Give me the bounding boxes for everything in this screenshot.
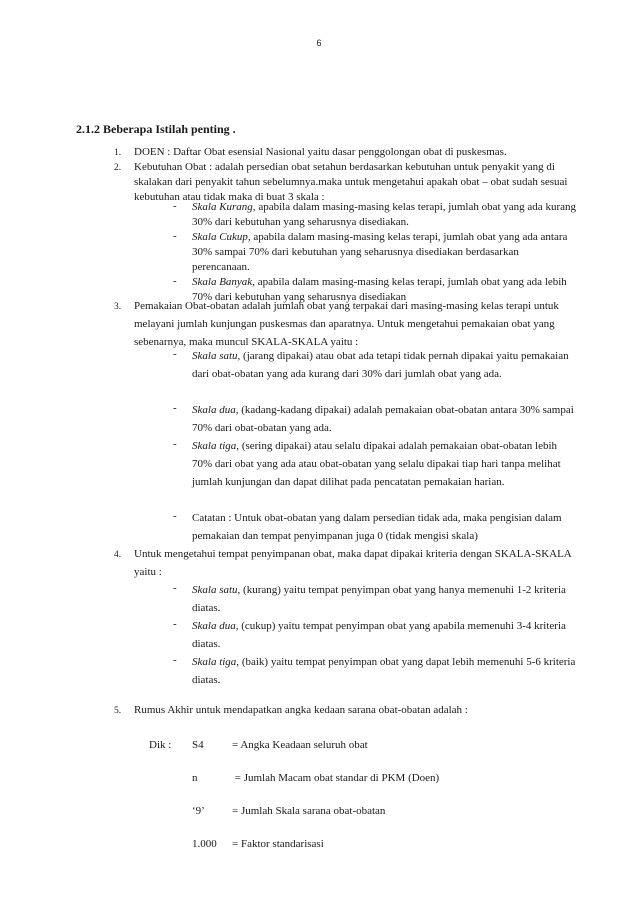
sub-item [192, 581, 576, 617]
sub-term: Skala tiga, [192, 440, 240, 452]
sub-text: apabila dalam masing-masing kelas terapi, jumlah obat yang ada kurang 30% dari kebutuhan yang seharusnya disediakan. [192, 201, 576, 228]
sub-item [192, 437, 576, 491]
item-number: 3. [114, 302, 122, 312]
item-text: Pemakaian Obat-obatan adalah jumlah obat yang terpakai dari masing-masing kelas terapi untuk melayani jumlah kunjungan puskesmas dan aparatnya. Untuk mengetahui pemakaian obat yang sebenarnya, maka muncul SKALA-SKALA yaitu : [134, 300, 559, 348]
sub-item [192, 509, 576, 545]
sub-text: (baik) yaitu tempat penyimpan obat yang dapat lebih memenuhi 5-6 kriteria diatas. [192, 656, 576, 686]
sub-text: (kadang-kadang dipakai) adalah pemakaian obat-obatan antara 30% sampai 70% dari obat-obatan yang ada. [192, 404, 574, 434]
section-heading: 2.1.2 Beberapa Istilah penting . [76, 122, 236, 136]
dik-definition: = Faktor standarisasi [232, 838, 324, 850]
item-text: Rumus Akhir untuk mendapatkan angka kedaan sarana obat-obatan adalah : [134, 704, 468, 716]
dik-symbol: ‘9’ [192, 805, 205, 817]
dik-symbol: n [192, 772, 198, 784]
item-text: Kebutuhan Obat : adalah persedian obat setahun berdasarkan kebutuhan untuk penyakit yang di skalakan dari penyakit tahun sebelumnya.maka untuk mengetahui apakah obat – obat sudah sesuai kebutuhan atau tidak maka di buat 3 skala : [134, 161, 568, 203]
sub-item [192, 230, 576, 275]
sub-dash: - [173, 618, 177, 630]
sub-term: Skala satu, [192, 584, 241, 596]
dik-definition: = Angka Keadaan seluruh obat [232, 739, 368, 751]
sub-text: Catatan : Untuk obat-obatan yang dalam persedian tidak ada, maka pengisian dalam pemakaian dan tempat penyimpanan juga 0 (tidak mengisi skala) [192, 512, 562, 542]
sub-text: apabila dalam masing-masing kelas terapi, jumlah obat yang ada antara 30% sampai 70% dari kebutuhan yang seharusnya disediakan berdasarkan perencanaan. [192, 231, 568, 273]
dik-symbol: 1.000 [192, 838, 217, 850]
sub-text: (kurang) yaitu tempat penyimpan obat yang hanya memenuhi 1-2 kriteria diatas. [192, 584, 566, 614]
sub-term: Skala satu, [192, 350, 241, 362]
sub-dash: - [173, 230, 177, 242]
sub-term: Skala Cukup, [192, 231, 251, 243]
sub-item [192, 653, 576, 689]
sub-text: apabila dalam masing-masing kelas terapi, jumlah obat yang ada lebih 70% dari kebutuhan yang seharusnya disediakan [192, 276, 567, 303]
dik-definition: = Jumlah Macam obat standar di PKM (Doen) [232, 772, 440, 784]
sub-dash: - [173, 200, 177, 212]
item-text: DOEN : Daftar Obat esensial Nasional yaitu dasar penggolongan obat di puskesmas. [134, 146, 507, 158]
sub-dash: - [173, 510, 177, 522]
sub-term: Skala tiga, [192, 656, 240, 668]
item-number: 2. [114, 163, 122, 173]
sub-dash: - [173, 275, 177, 287]
sub-dash: - [173, 438, 177, 450]
sub-term: Skala Kurang, [192, 201, 256, 213]
sub-dash: - [173, 402, 177, 414]
dik-symbol: S4 [192, 739, 204, 751]
sub-item [192, 347, 576, 383]
item-number: 1. [114, 148, 122, 158]
sub-text: (jarang dipakai) atau obat ada tetapi tidak pernah dipakai yaitu pemakaian dari obat-obatan yang ada kurang dari 30% dari jumlah obat yang ada. [192, 350, 569, 380]
sub-item [192, 401, 576, 437]
sub-dash: - [173, 348, 177, 360]
item-number: 4. [114, 550, 122, 560]
page-number: 6 [316, 38, 322, 48]
sub-text: (sering dipakai) atau selalu dipakai adalah pemakaian obat-obatan lebih 70% dari obat yang ada atau obat-obatan yang selalu dipakai tiap hari tanpa melihat jumlah kunjungan dan dapat dilihat pada pencatatan pemakaian harian. [192, 440, 561, 488]
sub-text: (cukup) yaitu tempat penyimpan obat yang apabila memenuhi 3-4 kriteria diatas. [192, 620, 566, 650]
item-text: Untuk mengetahui tempat penyimpanan obat, maka dapat dipakai kriteria dengan SKALA-SKALA yaitu : [134, 548, 572, 578]
sub-term: Skala dua, [192, 620, 239, 632]
dik-definition: = Jumlah Skala sarana obat-obatan [232, 805, 386, 817]
dik-label: Dik : [149, 739, 172, 751]
item-number: 5. [114, 706, 122, 716]
sub-dash: - [173, 654, 177, 666]
sub-dash: - [173, 582, 177, 594]
sub-term: Skala Banyak, [192, 276, 255, 288]
sub-item [192, 200, 576, 230]
sub-item [192, 617, 576, 653]
sub-term: Skala dua, [192, 404, 239, 416]
